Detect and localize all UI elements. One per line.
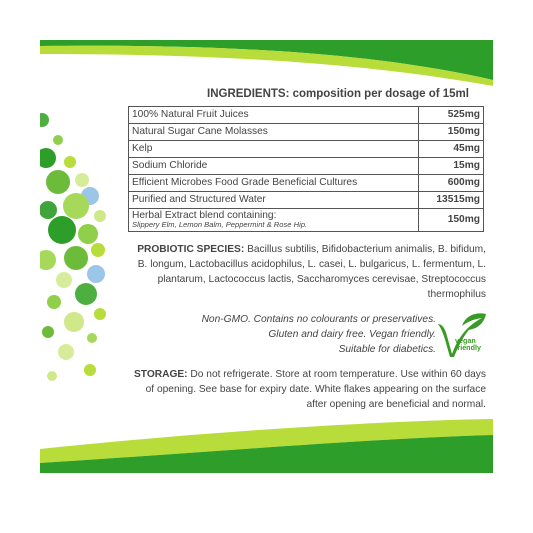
ingredient-name: Purified and Structured Water bbox=[129, 192, 419, 209]
ingredient-amount: 150mg bbox=[419, 124, 484, 141]
ingredient-name: Herbal Extract blend containing: bbox=[132, 210, 277, 221]
vegan-friendly-badge bbox=[455, 337, 495, 351]
ingredients-title: INGREDIENTS: composition per dosage of 15ml bbox=[207, 88, 469, 100]
storage-label: STORAGE: bbox=[133, 369, 188, 380]
ingredient-name: Sodium Chloride bbox=[129, 158, 419, 175]
ingredients-table bbox=[128, 106, 484, 232]
table-row bbox=[129, 175, 484, 192]
vegan-badge-line2: friendly bbox=[455, 343, 481, 352]
ingredient-name: Efficient Microbes Food Grade Beneficial Cultures bbox=[129, 175, 419, 192]
table-row bbox=[129, 158, 484, 175]
table-row bbox=[129, 192, 484, 209]
probiotic-species bbox=[128, 242, 486, 302]
ingredient-amount: 150mg bbox=[419, 209, 484, 232]
ingredient-name: Kelp bbox=[129, 141, 419, 158]
storage-instructions bbox=[128, 367, 486, 412]
claim-line: Gluten and dairy free. Vegan friendly. bbox=[268, 329, 436, 340]
storage-text: Do not refrigerate. Store at room temperature. Use within 60 days of opening. See base for expiry date. White flakes appearing on the surface after opening are beneficial and normal. bbox=[145, 369, 486, 410]
probiotic-text: Bacillus subtilis, Bifidobacterium animalis, B. bifidum, B. longum, Lactobacillus acidophilus, L. casei, L. bulgaricus, L. fermentum, L. plantarum, Lactococcus lactis, Saccharomyces cerevisae, Streptococcus thermophilus bbox=[137, 244, 486, 300]
table-row bbox=[129, 141, 484, 158]
claim-line: Non-GMO. Contains no colourants or preservatives. bbox=[201, 314, 436, 325]
ingredient-amount: 525mg bbox=[419, 107, 484, 124]
probiotic-label: PROBIOTIC SPECIES: bbox=[137, 244, 245, 255]
claim-line: Suitable for diabetics. bbox=[338, 344, 436, 355]
table-row bbox=[129, 124, 484, 141]
ingredient-amount: 600mg bbox=[419, 175, 484, 192]
table-row bbox=[129, 209, 484, 232]
bottom-green-swoosh bbox=[40, 415, 493, 473]
ingredient-amount: 15mg bbox=[419, 158, 484, 175]
ingredient-name: Natural Sugar Cane Molasses bbox=[129, 124, 419, 141]
vegan-badge-line1: vegan bbox=[455, 336, 476, 345]
ingredient-name: 100% Natural Fruit Juices bbox=[129, 107, 419, 124]
table-row bbox=[129, 107, 484, 124]
ingredient-amount: 45mg bbox=[419, 141, 484, 158]
ingredient-amount: 13515mg bbox=[419, 192, 484, 209]
ingredient-sub-list: Slippery Elm, Lemon Balm, Peppermint & Rose Hip. bbox=[132, 220, 308, 230]
ingredient-name-cell bbox=[129, 209, 419, 232]
decorative-bubbles bbox=[40, 70, 110, 430]
dietary-claims bbox=[128, 312, 436, 357]
